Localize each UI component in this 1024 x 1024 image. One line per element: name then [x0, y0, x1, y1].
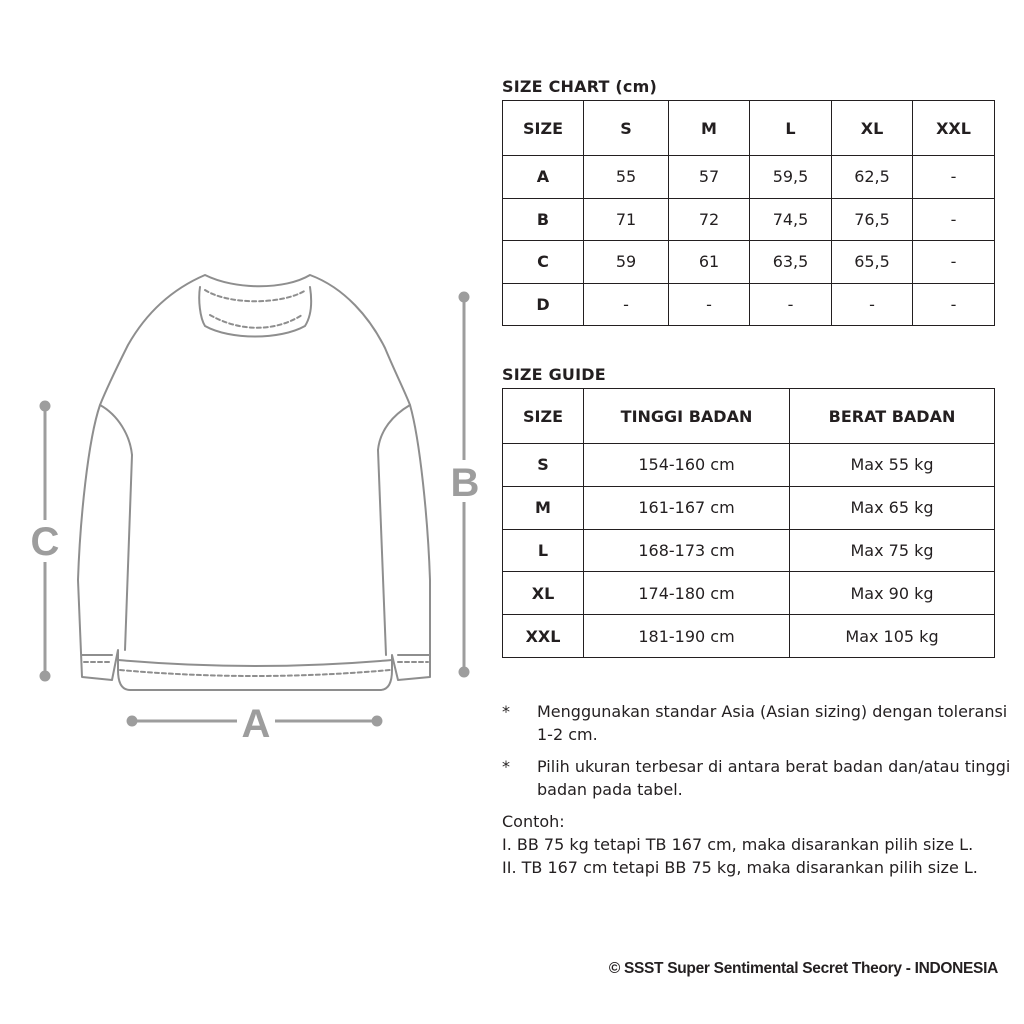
table-cell: 65,5 [832, 241, 913, 284]
table-row [503, 156, 995, 199]
header-cell: XXL [913, 101, 995, 156]
measure-label-c: C [30, 520, 60, 564]
table-cell: 62,5 [832, 156, 913, 199]
table-cell: 174-180 cm [584, 572, 790, 615]
table-cell: 61 [669, 241, 750, 284]
table-row [503, 198, 995, 241]
table-cell: 161-167 cm [584, 486, 790, 529]
table-row [503, 572, 995, 615]
table-cell: 168-173 cm [584, 529, 790, 572]
table-cell: Max 55 kg [790, 444, 995, 487]
table-cell: Max 65 kg [790, 486, 995, 529]
example-block [502, 810, 1017, 879]
table-cell: 59 [584, 241, 669, 284]
note-item [502, 700, 1012, 746]
table-cell: - [913, 198, 995, 241]
table-cell: - [750, 283, 832, 326]
header-cell: TINGGI BADAN [584, 389, 790, 444]
row-label: L [503, 529, 584, 572]
table-cell: 76,5 [832, 198, 913, 241]
table-cell: 154-160 cm [584, 444, 790, 487]
note-bullet: * [502, 702, 510, 721]
table-cell: - [913, 283, 995, 326]
example-heading: Contoh: [502, 812, 565, 831]
measure-label-b: B [450, 461, 480, 505]
header-cell: SIZE [503, 101, 584, 156]
table-row [503, 486, 995, 529]
table-cell: 63,5 [750, 241, 832, 284]
row-label: XL [503, 572, 584, 615]
note-bullet: * [502, 757, 510, 776]
sleeve-seam-left [100, 405, 132, 455]
row-label: M [503, 486, 584, 529]
sleeve-seam-right [378, 405, 410, 450]
table-cell: - [832, 283, 913, 326]
size-chart-header-row [503, 101, 995, 156]
table-cell: 72 [669, 198, 750, 241]
table-row [503, 615, 995, 658]
row-label: A [503, 156, 584, 199]
table-row [503, 529, 995, 572]
header-cell: S [584, 101, 669, 156]
table-cell: 57 [669, 156, 750, 199]
table-cell: 59,5 [750, 156, 832, 199]
table-row [503, 283, 995, 326]
notes-list [502, 700, 1012, 810]
table-cell: Max 75 kg [790, 529, 995, 572]
table-cell: - [913, 156, 995, 199]
header-cell: SIZE [503, 389, 584, 444]
example-line: I. BB 75 kg tetapi TB 167 cm, maka disarankan pilih size L. [502, 835, 974, 854]
table-cell: Max 105 kg [790, 615, 995, 658]
header-cell: BERAT BADAN [790, 389, 995, 444]
size-guide-title: SIZE GUIDE [502, 365, 606, 384]
row-label: XXL [503, 615, 584, 658]
table-cell: 55 [584, 156, 669, 199]
size-guide-header-row [503, 389, 995, 444]
row-label: C [503, 241, 584, 284]
table-cell: - [669, 283, 750, 326]
sweater-collar [199, 287, 311, 337]
header-cell: XL [832, 101, 913, 156]
table-row [503, 241, 995, 284]
table-cell: - [913, 241, 995, 284]
row-label: S [503, 444, 584, 487]
example-line: II. TB 167 cm tetapi BB 75 kg, maka disarankan pilih size L. [502, 858, 978, 877]
table-cell: - [584, 283, 669, 326]
size-chart-title: SIZE CHART (cm) [502, 77, 657, 96]
table-cell: 181-190 cm [584, 615, 790, 658]
header-cell: L [750, 101, 832, 156]
sweater-diagram [0, 0, 500, 1024]
size-chart-table [502, 100, 995, 326]
table-cell: 74,5 [750, 198, 832, 241]
table-cell: Max 90 kg [790, 572, 995, 615]
note-text: Menggunakan standar Asia (Asian sizing) dengan toleransi 1-2 cm. [537, 702, 1008, 744]
copyright-footer: © SSST Super Sentimental Secret Theory - INDONESIA [608, 960, 998, 977]
header-cell: M [669, 101, 750, 156]
note-text: Pilih ukuran terbesar di antara berat badan dan/atau tinggi badan pada tabel. [537, 757, 1011, 799]
note-item [502, 755, 1012, 801]
size-guide-table [502, 388, 995, 658]
table-row [503, 444, 995, 487]
measure-label-a: A [241, 702, 271, 746]
table-cell: 71 [584, 198, 669, 241]
row-label: D [503, 283, 584, 326]
row-label: B [503, 198, 584, 241]
